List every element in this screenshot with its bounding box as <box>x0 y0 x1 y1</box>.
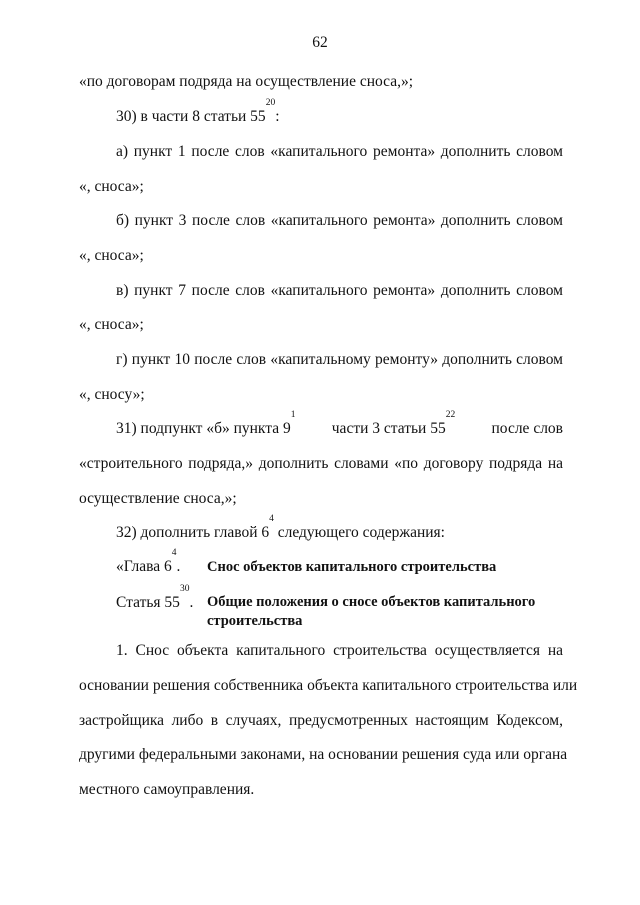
article-label: Статья $55^{30}$. <box>116 584 194 611</box>
body-text-line: местного самоуправления. <box>79 781 255 798</box>
subitem-b: б) пункт 3 после слов «капитального ремонта» дополнить словом <box>116 212 563 229</box>
article-title: Общие положения о сносе объектов капитального строительства <box>207 594 536 629</box>
subitem-a-cont: «, сноса»; <box>79 178 144 195</box>
item-31: 31) подпункт «б» пункта $9^1$ части 3 статьи $55^{22}$ после слов <box>116 410 563 437</box>
body-text-line: основании решения собственника объекта капитального строительства или <box>79 677 578 694</box>
subitem-g-cont: «, сносу»; <box>79 386 145 403</box>
page-number: 62 <box>312 34 328 51</box>
text-line: «по договорам подряда на осуществление сноса,»; <box>79 73 414 90</box>
subitem-a: а) пункт 1 после слов «капитального ремонта» дополнить словом <box>116 143 563 160</box>
chapter-title: Снос объектов капитального строительства <box>207 559 497 575</box>
item-31-cont: осуществление сноса,»; <box>79 490 237 507</box>
subitem-g: г) пункт 10 после слов «капитальному ремонту» дополнить словом <box>116 351 563 368</box>
body-text-line: застройщика либо в случаях, предусмотренных настоящим Кодексом, <box>79 712 563 729</box>
item-32: 32) дополнить главой $6^4$ следующего содержания: <box>116 514 445 541</box>
subitem-v: в) пункт 7 после слов «капитального ремонта» дополнить словом <box>116 282 563 299</box>
body-text-line: 1. Снос объекта капитального строительства осуществляется на <box>116 642 563 659</box>
item-31-cont: «строительного подряда,» дополнить словами «по договору подряда на <box>79 455 563 472</box>
chapter-label: «Глава $6^4$. <box>116 548 181 575</box>
subitem-v-cont: «, сноса»; <box>79 316 144 333</box>
body-text-line: другими федеральными законами, на основании решения суда или органа <box>79 746 568 763</box>
subitem-b-cont: «, сноса»; <box>79 247 144 264</box>
item-30: 30) в части 8 статьи $55^{20}$: <box>116 98 280 125</box>
